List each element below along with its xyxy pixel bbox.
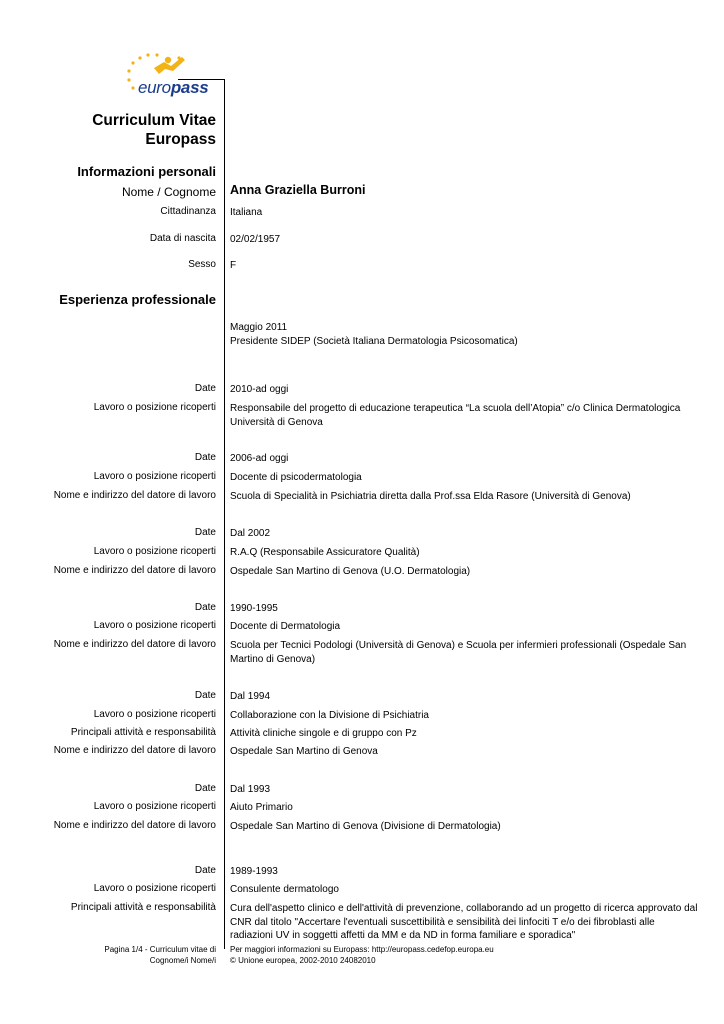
label-birth-date: Data di nascita bbox=[149, 233, 216, 244]
logo-text: europass bbox=[138, 78, 209, 97]
value-date: 1990-1995 bbox=[230, 603, 278, 614]
label-job: Lavoro o posizione ricoperti bbox=[93, 883, 216, 894]
value-date: Dal 2002 bbox=[230, 528, 271, 539]
value-date: Dal 1993 bbox=[230, 784, 271, 795]
label-name: Nome / Cognome bbox=[121, 185, 216, 199]
label-activities: Principali attività e responsabilità bbox=[70, 727, 216, 738]
value-job: R.A.Q (Responsabile Assicuratore Qualità) bbox=[230, 547, 420, 558]
value-date: 2006-ad oggi bbox=[230, 453, 289, 464]
label-job: Lavoro o posizione ricoperti bbox=[93, 471, 216, 482]
value-job: Responsabile del progetto di educazione terapeutica “La scuola dell’Atopia” c/o Clinica Dermatologica Università di Genova bbox=[230, 403, 681, 428]
intro-role: Presidente SIDEP (Società Italiana Dermatologia Psicosomatica) bbox=[230, 336, 518, 347]
section-heading-experience: Esperienza professionale bbox=[59, 292, 216, 307]
label-job: Lavoro o posizione ricoperti bbox=[93, 709, 216, 720]
value-date: Dal 1994 bbox=[230, 691, 271, 702]
value-activities: Attività cliniche singole e di gruppo con Pz bbox=[230, 728, 417, 739]
label-date: Date bbox=[194, 690, 216, 701]
label-date: Date bbox=[194, 452, 216, 463]
label-date: Date bbox=[194, 602, 216, 613]
label-date: Date bbox=[194, 383, 216, 394]
value-employer: Scuola di Specialità in Psichiatria diretta dalla Prof.ssa Elda Rasore (Università di Genova) bbox=[230, 491, 631, 502]
value-employer: Ospedale San Martino di Genova (U.O. Dermatologia) bbox=[230, 566, 471, 577]
value-job: Collaborazione con la Divisione di Psichiatria bbox=[230, 710, 429, 721]
label-employer: Nome e indirizzo del datore di lavoro bbox=[53, 490, 216, 501]
intro-date: Maggio 2011 bbox=[230, 322, 288, 333]
label-job: Lavoro o posizione ricoperti bbox=[93, 620, 216, 631]
label-date: Date bbox=[194, 527, 216, 538]
value-sex: F bbox=[230, 260, 237, 271]
column-divider bbox=[224, 79, 225, 949]
label-sex: Sesso bbox=[188, 259, 216, 270]
value-job: Consulente dermatologo bbox=[230, 884, 339, 895]
value-job: Aiuto Primario bbox=[230, 802, 293, 813]
value-employer: Ospedale San Martino di Genova (Divisione di Dermatologia) bbox=[230, 821, 501, 832]
value-employer: Scuola per Tecnici Podologi (Università di Genova) e Scuola per infermieri professionali (Ospedale San Martino di Genova) bbox=[230, 640, 687, 665]
value-job: Docente di Dermatologia bbox=[230, 621, 341, 632]
label-job: Lavoro o posizione ricoperti bbox=[93, 402, 216, 413]
label-date: Date bbox=[194, 783, 216, 794]
label-activities: Principali attività e responsabilità bbox=[70, 902, 216, 913]
label-employer: Nome e indirizzo del datore di lavoro bbox=[53, 565, 216, 576]
page-title: Curriculum Vitae Europass bbox=[92, 112, 216, 148]
label-job: Lavoro o posizione ricoperti bbox=[93, 546, 216, 557]
label-date: Date bbox=[194, 865, 216, 876]
label-citizenship: Cittadinanza bbox=[160, 206, 216, 217]
value-date: 1989-1993 bbox=[230, 866, 278, 877]
footer-page-info: Pagina 1/4 - Curriculum vitae di Cognome/i Nome/i bbox=[104, 945, 216, 965]
label-employer: Nome e indirizzo del datore di lavoro bbox=[53, 639, 216, 650]
label-employer: Nome e indirizzo del datore di lavoro bbox=[53, 820, 216, 831]
footer-europass-info: Per maggiori informazioni su Europass: http://europass.cedefop.europa.eu © Unione europea, 2002-2010 24082010 bbox=[230, 945, 494, 965]
label-employer: Nome e indirizzo del datore di lavoro bbox=[53, 745, 216, 756]
value-activities: Cura dell'aspetto clinico e dell'attività di prevenzione, collaborando ad un progetto di ricerca approvato dal CNR dal titolo "Accertare l'eventuali suscettibilità e sensibilità dei linfociti T e/o dei fibroblasti alle radiazioni UV in soggetti affetti da MM e da ND in forma familiare e sporadica" bbox=[230, 903, 698, 941]
value-citizenship: Italiana bbox=[230, 207, 263, 218]
section-heading-personal: Informazioni personali bbox=[77, 164, 216, 179]
value-name: Anna Graziella Burroni bbox=[230, 183, 366, 197]
value-birth-date: 02/02/1957 bbox=[230, 234, 281, 245]
label-job: Lavoro o posizione ricoperti bbox=[93, 801, 216, 812]
value-employer: Ospedale San Martino di Genova bbox=[230, 746, 378, 757]
value-date: 2010-ad oggi bbox=[230, 384, 289, 395]
value-job: Docente di psicodermatologia bbox=[230, 472, 362, 483]
